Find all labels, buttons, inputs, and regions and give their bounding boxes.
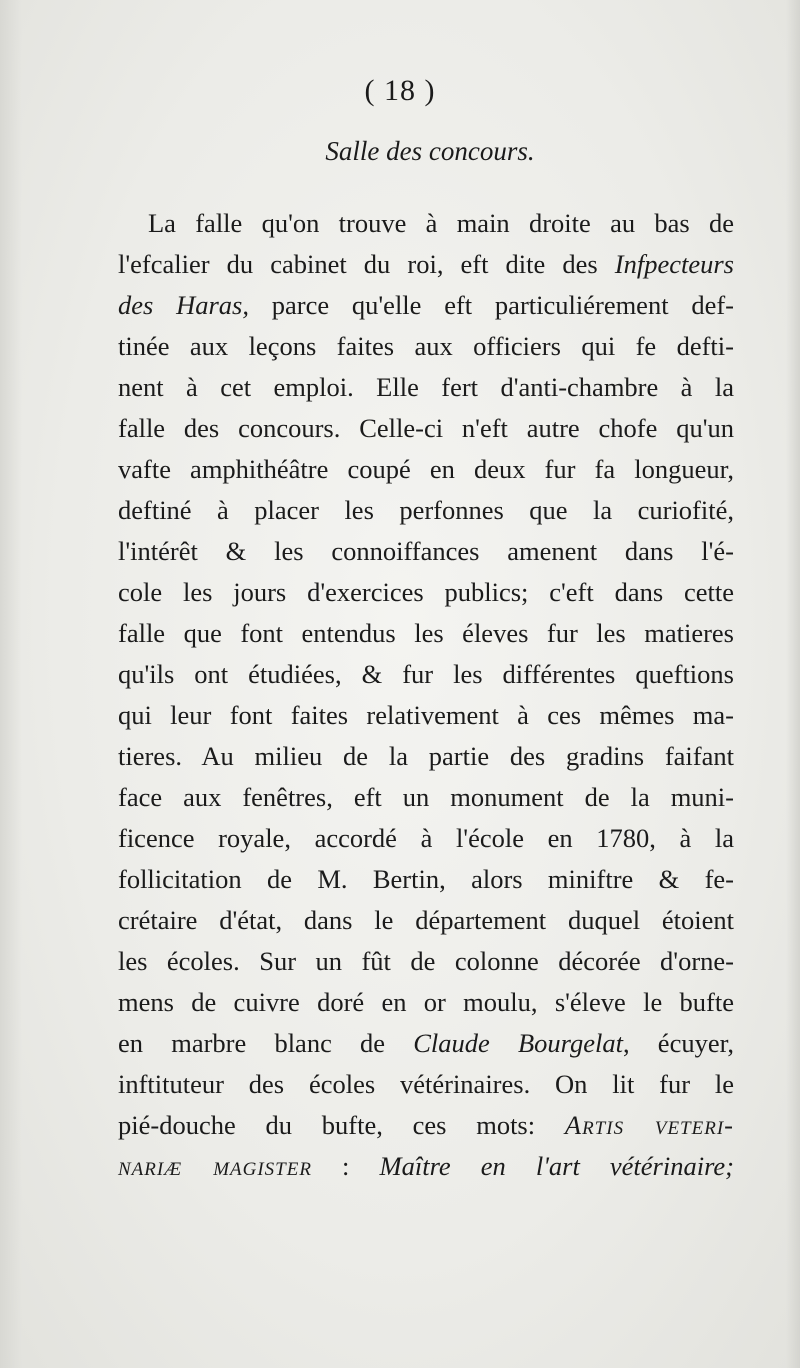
emphasized-text: des Haras, [118,290,249,320]
text-line [118,1146,734,1187]
text-line [118,1064,734,1105]
emphasized-text: Artis veteri- [564,1110,734,1140]
text-line [118,244,734,285]
text-run: l'intérêt & les connoiffances amenent dans l'é- [118,536,734,566]
text-run: tinée aux leçons faites aux officiers qui fe defti- [118,331,734,361]
text-run: follicitation de M. Bertin, alors miniftre & fe- [118,864,734,894]
text-run: mens de cuivre doré en or moulu, s'éleve le bufte [118,987,734,1017]
page-edge-shadow [786,0,800,1368]
text-line [118,203,734,244]
page-number: ( 18 ) [364,74,436,107]
text-line [118,367,734,408]
text-line [118,613,734,654]
emphasized-text: Claude Bourgelat [413,1028,623,1058]
text-line [118,1023,734,1064]
text-line [118,1105,734,1146]
text-run: inftituteur des écoles vétérinaires. On lit fur le [118,1069,734,1099]
text-run: tieres. Au milieu de la partie des gradins faifant [118,741,734,771]
text-line [118,982,734,1023]
emphasized-text: nariæ magister [118,1151,312,1181]
page-gutter-shadow [0,0,22,1368]
text-run: vafte amphithéâtre coupé en deux fur fa longueur, [118,454,734,484]
text-run: ficence royale, accordé à l'école en 1780, à la [118,823,734,853]
text-line [118,777,734,818]
text-line [118,449,734,490]
text-line [118,326,734,367]
text-run: qui leur font faites relativement à ces mêmes ma- [118,700,734,730]
text-run: parce qu'elle eft particuliérement def- [249,290,734,320]
section-heading: Salle des concours. [325,136,535,166]
text-run: La falle qu'on trouve à main droite au bas de [148,208,734,238]
text-line [118,695,734,736]
text-line [118,859,734,900]
text-run: pié-douche du bufte, ces mots: [118,1110,565,1140]
text-run: falle des concours. Celle-ci n'eft autre chofe qu'un [118,413,734,443]
text-run: en marbre blanc de [118,1028,414,1058]
text-line [118,490,734,531]
text-run: les écoles. Sur un fût de colonne décorée d'orne- [118,946,734,976]
text-run: , écuyer, [622,1028,734,1058]
body-text [118,203,734,1187]
text-line [118,900,734,941]
text-run: falle que font entendus les éleves fur les matieres [118,618,734,648]
emphasized-text: Maître en l'art vétérinaire; [379,1151,734,1181]
text-run: l'efcalier du cabinet du roi, eft dite des [118,249,615,279]
text-run: cole les jours d'exercices publics; c'eft dans cette [118,577,734,607]
text-run: : [311,1151,380,1181]
text-run: nent à cet emploi. Elle fert d'anti-chambre à la [118,372,734,402]
text-line [118,818,734,859]
text-line [118,654,734,695]
text-line [118,531,734,572]
text-run: deftiné à placer les perfonnes que la curiofité, [118,495,734,525]
text-line [118,941,734,982]
emphasized-text: Infpecteurs [614,249,734,279]
text-line [118,736,734,777]
text-line [118,572,734,613]
text-run: qu'ils ont étudiées, & fur les différentes queftions [118,659,734,689]
text-line [118,285,734,326]
text-run: face aux fenêtres, eft un monument de la muni- [118,782,734,812]
text-line [118,408,734,449]
text-run: crétaire d'état, dans le département duquel étoient [118,905,734,935]
